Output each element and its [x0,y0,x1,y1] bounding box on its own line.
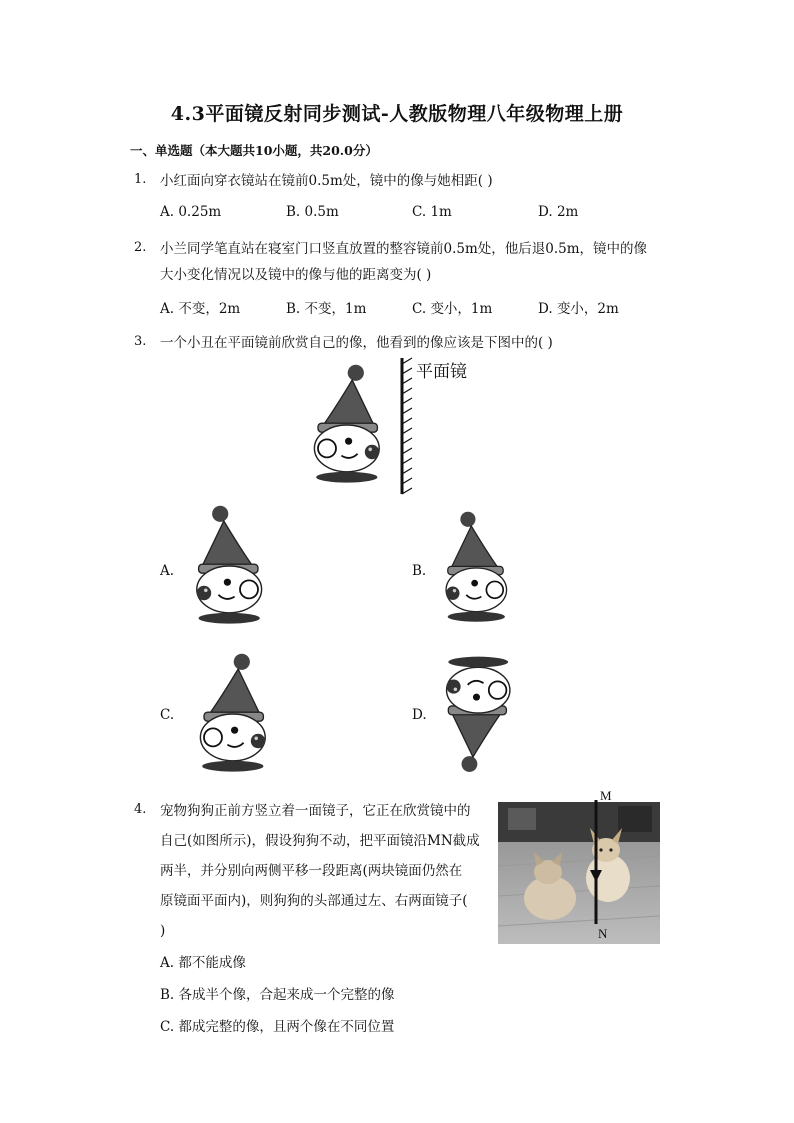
clown-option-a-image[interactable] [186,498,276,634]
clown-option-b-image[interactable] [436,502,520,634]
photo-label-m: M [600,788,612,803]
question-4-text-line2: 自己(如图所示)，假设狗狗不动，把平面镜沿MN截成 [160,833,480,849]
q3-option-a-label[interactable]: A. [160,563,175,579]
question-2-number: 2. [134,240,147,255]
q2-option-a[interactable]: A. 不变，2m [160,301,241,317]
dog-mirror-photo [498,786,660,944]
clown-option-d-image[interactable] [436,644,524,782]
section-heading: 一、单选题（本大题共10小题，共20.0分） [130,143,378,158]
q3-option-c-label[interactable]: C. [160,707,175,723]
question-2-text-line1: 小兰同学笔直站在寝室门口竖直放置的整容镜前0.5m处，他后退0.5m，镜中的像 [160,241,648,257]
q4-option-a[interactable]: A. 都不能成像 [160,955,246,971]
question-2-text-line2: 大小变化情况以及镜中的像与他的距离变为( ) [160,267,432,283]
q2-option-c[interactable]: C. 变小，1m [412,301,493,317]
q1-option-a[interactable]: A. 0.25m [160,204,222,220]
q1-option-d[interactable]: D. 2m [538,204,579,220]
q4-option-c[interactable]: C. 都成完整的像，且两个像在不同位置 [160,1019,395,1035]
question-1-number: 1. [134,172,147,187]
q3-option-d-label[interactable]: D. [412,707,427,723]
page-title: 4.3平面镜反射同步测试-人教版物理八年级物理上册 [170,103,624,125]
question-1-text: 小红面向穿衣镜站在镜前0.5m处，镜中的像与她相距( ) [160,173,493,189]
q1-option-c[interactable]: C. 1m [412,204,452,220]
question-4-text-line4: 原镜面平面内)，则狗狗的头部通过左、右两面镜子( [160,893,468,909]
question-3-text: 一个小丑在平面镜前欣赏自己的像，他看到的像应该是下图中的( ) [160,335,553,351]
q2-option-b[interactable]: B. 不变，1m [286,301,367,317]
q1-option-b[interactable]: B. 0.5m [286,204,339,220]
question-4-number: 4. [134,802,147,817]
q4-option-b[interactable]: B. 各成半个像，合起来成一个完整的像 [160,987,395,1003]
question-4-text-line3: 两半，并分别向两侧平移一段距离(两块镜面仍然在 [160,863,463,879]
question-3-number: 3. [134,334,147,349]
photo-label-n: N [598,926,608,941]
question-4-text-line5: ) [160,923,166,939]
q3-option-b-label[interactable]: B. [412,563,427,579]
clown-original-figure [300,362,390,488]
mirror-label: 平面镜 [416,362,467,382]
q2-option-d[interactable]: D. 变小，2m [538,301,619,317]
plane-mirror [398,358,414,494]
question-4-text-line1: 宠物狗狗正前方竖立着一面镜子，它正在欣赏镜中的 [160,803,471,819]
clown-option-c-image[interactable] [186,646,276,782]
